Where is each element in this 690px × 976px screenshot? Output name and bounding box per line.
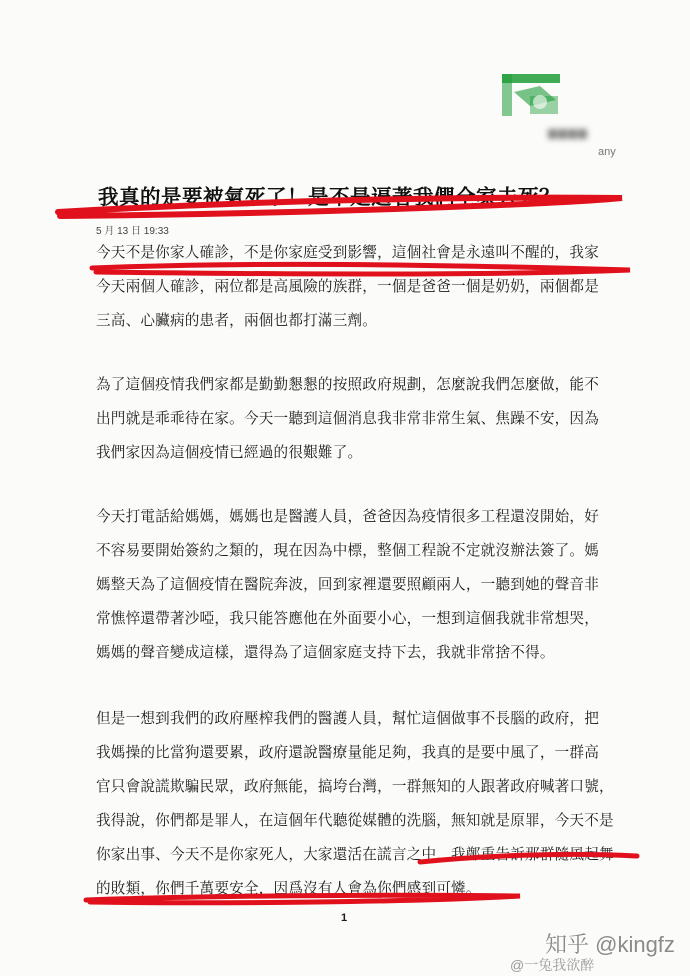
paragraph-2: [96, 368, 606, 470]
text-line: 官只會說謊欺騙民眾，政府無能，搞垮台灣，一群無知的人跟著政府喊著口號，: [96, 778, 614, 795]
text-line: 為了這個疫情我們家都是勤勤懇懇的按照政府規劃，怎麼說我們怎麼做，能不: [96, 376, 599, 393]
text-line: 你家出事、今天不是你家死人，大家還活在謊言之中，我鄭重告訴那群隨風起舞: [96, 846, 614, 863]
text-line: 但是一想到我們的政府壓榨我們的醫護人員，幫忙這個做事不長腦的政府，把: [96, 710, 599, 727]
text-line: 今天兩個人確診，兩位都是高風險的族群，一個是爸爸一個是奶奶，兩個都是: [96, 278, 599, 295]
article-title: 我真的是要被氣死了！是不是逼著我們全家去死？: [98, 185, 560, 209]
page-number: 1: [341, 912, 348, 924]
paragraph-1: [96, 236, 606, 338]
company-logo-icon: [500, 72, 562, 118]
paragraph-3: [96, 500, 606, 670]
zhihu-watermark: 知乎 @kingfz: [545, 932, 675, 957]
text-line: 我媽操的比當狗還要累，政府還說醫療量能足夠，我真的是要中風了，一群高: [96, 744, 599, 761]
text-line: 媽整天為了這個疫情在醫院奔波，回到家裡還要照顧兩人，一聽到她的聲音非: [96, 576, 599, 593]
text-line: 的敗類，你們千萬要安全，因爲沒有人會為你們感到可憐。: [96, 880, 481, 897]
text-line: 不容易要開始簽約之類的，現在因為中標，整個工程說不定就沒辦法簽了。媽: [96, 542, 599, 559]
logo-caption: any: [598, 146, 616, 158]
text-line: 我得說，你們都是罪人，在這個年代聽從媒體的洗腦，無知就是原罪，今天不是: [96, 812, 614, 829]
weibo-watermark: @一兔我欲醉: [510, 957, 595, 973]
text-line: 常憔悴還帶著沙啞，我只能答應他在外面要小心，一想到這個我就非常想哭，: [96, 610, 599, 627]
text-line: 今天不是你家人確診，不是你家庭受到影響，這個社會是永遠叫不醒的，我家: [96, 244, 599, 261]
text-line: 我們家因為這個疫情已經過的很艱難了。: [96, 444, 363, 461]
text-line: 出門就是乖乖待在家。今天一聽到這個消息我非常非常生氣、焦躁不安，因為: [96, 410, 599, 427]
text-line: 三高、心臟病的患者，兩個也都打滿三劑。: [96, 312, 378, 329]
text-line: 今天打電話給媽媽，媽媽也是醫護人員，爸爸因為疫情很多工程還沒開始，好: [96, 508, 599, 525]
text-line: 媽媽的聲音變成這樣，還得為了這個家庭支持下去，我就非常捨不得。: [96, 644, 555, 661]
logo-text-blurred: [548, 127, 588, 141]
article-date: 5 月 13 日 19:33: [96, 226, 169, 237]
paragraph-4: [96, 702, 614, 906]
